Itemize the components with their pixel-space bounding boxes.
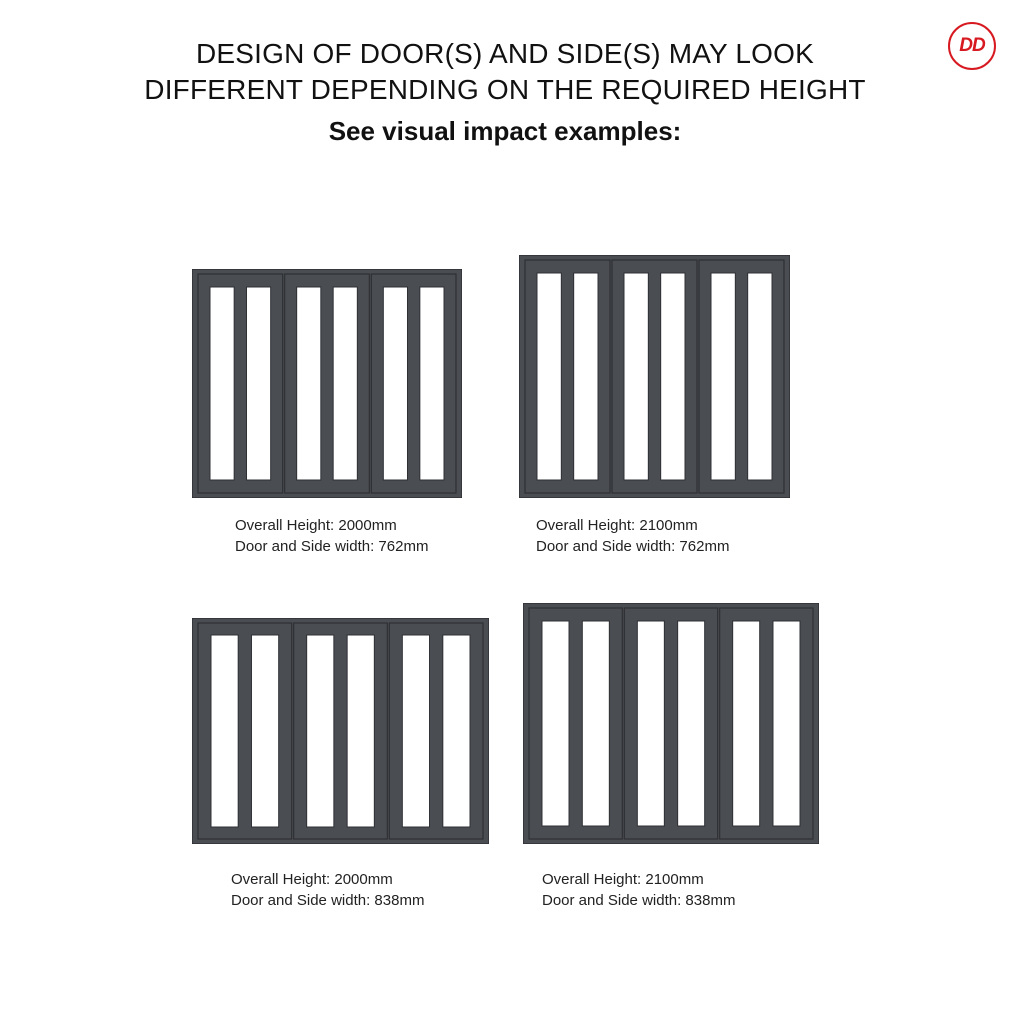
- glass-pane: [773, 621, 800, 826]
- example-1-caption: [235, 515, 428, 557]
- door-leaf: [525, 260, 610, 493]
- side-panel: [720, 608, 813, 839]
- glass-pane: [383, 287, 407, 480]
- glass-pane: [402, 635, 429, 827]
- glass-pane: [748, 273, 772, 480]
- overall-height-label: Overall Height: 2000mm: [231, 871, 393, 888]
- door-set-illustration: [192, 269, 462, 498]
- brand-logo: [948, 22, 996, 70]
- glass-pane: [211, 635, 238, 827]
- glass-pane: [251, 635, 278, 827]
- heading-line-2: DIFFERENT DEPENDING ON THE REQUIRED HEIGHT: [144, 74, 866, 105]
- door-leaf: [529, 608, 622, 839]
- glass-pane: [297, 287, 321, 480]
- glass-pane: [624, 273, 648, 480]
- door-set-example-4: [523, 603, 819, 844]
- glass-pane: [733, 621, 760, 826]
- heading-line-1: DESIGN OF DOOR(S) AND SIDE(S) MAY LOOK: [196, 38, 814, 69]
- door-set-illustration: [523, 603, 819, 844]
- door-leaf: [624, 608, 717, 839]
- side-panel: [371, 274, 456, 493]
- door-width-label: Door and Side width: 838mm: [231, 892, 425, 909]
- heading-subtitle: See visual impact examples:: [328, 116, 682, 146]
- glass-pane: [333, 287, 357, 480]
- side-panel: [389, 623, 483, 839]
- example-2-caption: [536, 515, 729, 557]
- door-set-example-2: [519, 255, 790, 498]
- glass-pane: [542, 621, 569, 826]
- glass-pane: [347, 635, 374, 827]
- overall-height-label: Overall Height: 2100mm: [542, 871, 704, 888]
- glass-pane: [582, 621, 609, 826]
- door-set-example-1: [192, 269, 462, 498]
- side-panel: [699, 260, 784, 493]
- door-set-illustration: [519, 255, 790, 498]
- glass-pane: [537, 273, 561, 480]
- glass-pane: [637, 621, 664, 826]
- door-width-label: Door and Side width: 762mm: [536, 538, 730, 555]
- overall-height-label: Overall Height: 2000mm: [235, 517, 397, 534]
- door-width-label: Door and Side width: 762mm: [235, 538, 429, 555]
- brand-logo-text: DD: [959, 35, 985, 56]
- glass-pane: [420, 287, 444, 480]
- door-leaf: [612, 260, 697, 493]
- overall-height-label: Overall Height: 2100mm: [536, 517, 698, 534]
- glass-pane: [678, 621, 705, 826]
- example-3-caption: [231, 869, 424, 911]
- glass-pane: [661, 273, 685, 480]
- door-width-label: Door and Side width: 838mm: [542, 892, 736, 909]
- glass-pane: [574, 273, 598, 480]
- door-set-illustration: [192, 618, 489, 844]
- glass-pane: [307, 635, 334, 827]
- example-4-caption: [542, 869, 735, 911]
- glass-pane: [247, 287, 271, 480]
- glass-pane: [711, 273, 735, 480]
- door-leaf: [285, 274, 370, 493]
- door-set-example-3: [192, 618, 489, 844]
- door-leaf: [294, 623, 388, 839]
- glass-pane: [443, 635, 470, 827]
- glass-pane: [210, 287, 234, 480]
- door-leaf: [198, 623, 292, 839]
- door-leaf: [198, 274, 283, 493]
